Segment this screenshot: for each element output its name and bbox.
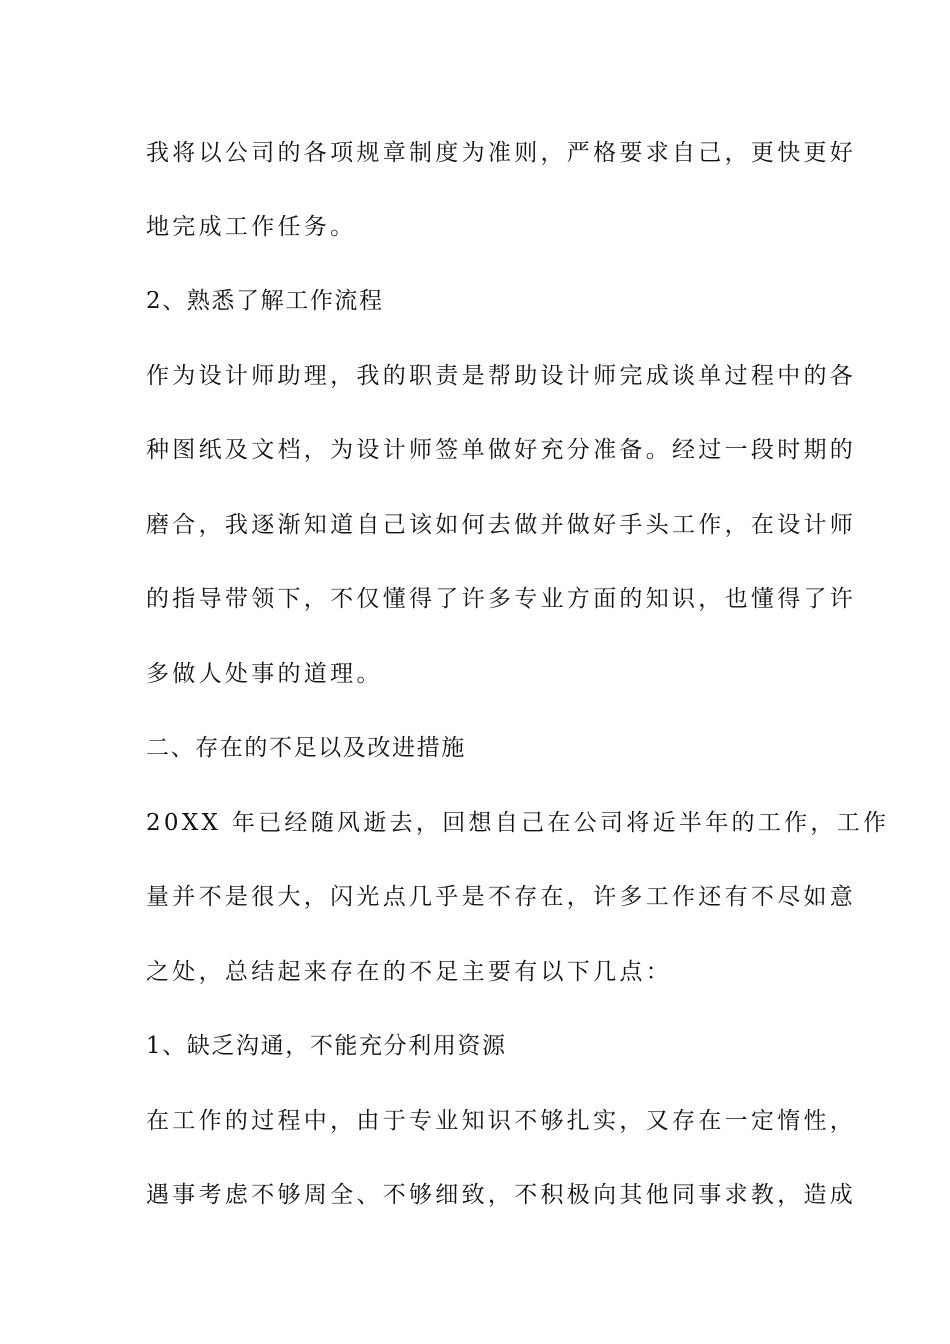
text-line-6: 磨合，我逐渐知道自己该如何去做并做好手头工作，在设计师 <box>146 512 857 538</box>
text-line-12: 之处，总结起来存在的不足主要有以下几点： <box>146 959 672 985</box>
text-line-10: 20XX 年已经随风逝去，回想自己在公司将近半年的工作，工作 <box>146 810 890 836</box>
section-heading-shortcomings: 二、存在的不足以及改进措施 <box>146 735 466 761</box>
text-line-8: 多做人处事的道理。 <box>146 661 383 687</box>
text-line-1: 我将以公司的各项规章制度为准则，严格要求自己，更快更好 <box>146 140 857 166</box>
text-line-5: 种图纸及文档，为设计师签单做好充分准备。经过一段时期的 <box>146 437 857 463</box>
text-line-4: 作为设计师助理，我的职责是帮助设计师完成谈单过程中的各 <box>146 363 857 389</box>
text-line-2: 地完成工作任务。 <box>146 214 357 240</box>
section-heading-familiarize-workflow: 2、熟悉了解工作流程 <box>146 288 384 314</box>
text-line-7: 的指导带领下，不仅懂得了许多专业方面的知识，也懂得了许 <box>146 586 857 612</box>
text-line-15: 遇事考虑不够周全、不够细致，不积极向其他同事求教，造成 <box>146 1182 857 1208</box>
text-line-14: 在工作的过程中，由于专业知识不够扎实，又存在一定惰性， <box>146 1108 857 1134</box>
text-line-11: 量并不是很大，闪光点几乎是不存在，许多工作还有不尽如意 <box>146 884 857 910</box>
section-heading-lack-communication: 1、缺乏沟通，不能充分利用资源 <box>146 1033 507 1059</box>
